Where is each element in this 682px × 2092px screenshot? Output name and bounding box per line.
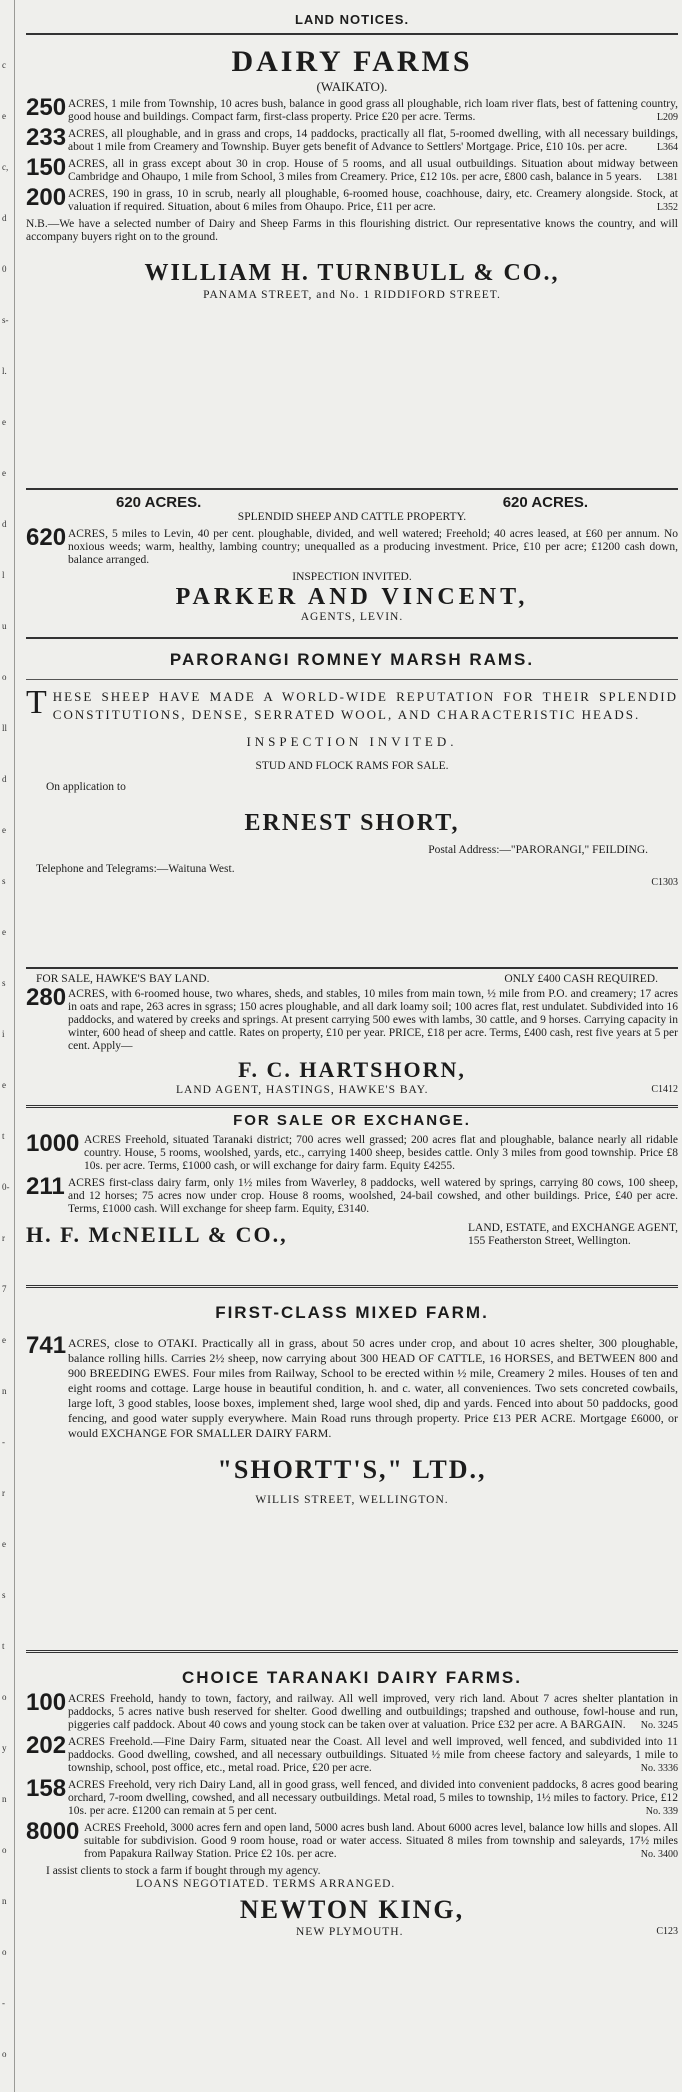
ad-heading-row [26, 972, 678, 986]
heading-left: 620 ACRES. [116, 494, 202, 511]
heading-left: FOR SALE, HAWKE'S BAY LAND. [36, 973, 210, 985]
dairy-farms-ad [26, 45, 678, 485]
margin-fragment: 7 [2, 1284, 7, 1294]
margin-fragment: o [2, 1692, 7, 1702]
listing-ref: L364 [656, 142, 678, 153]
agent-details [468, 1222, 678, 1248]
agent-row [26, 1083, 678, 1097]
acreage-number: 1000 [26, 1130, 80, 1157]
margin-fragment: s [2, 876, 6, 886]
ad-note: N.B.—We have a selected number of Dairy and Sheep Farms in this flourishing district. Our representative knows the country, and will accompany buyers right on to the ground. [26, 218, 678, 243]
inspection-line: INSPECTION INVITED. [292, 571, 412, 583]
agent-name: ERNEST SHORT, [244, 810, 460, 836]
agent-name: WILLIAM H. TURNBULL & CO., [144, 260, 560, 286]
drop-cap: T [26, 684, 49, 721]
margin-fragment: n [2, 1794, 7, 1804]
application-line: On application to [46, 781, 126, 793]
margin-fragment: 0- [2, 1182, 10, 1192]
margin-fragment: r [2, 1488, 5, 1498]
margin-fragment: c [2, 60, 6, 70]
agent-address: PANAMA STREET, and No. 1 RIDDIFORD STREET. [203, 289, 501, 301]
margin-fragment: t [2, 1641, 5, 1651]
margin-fragment: d [2, 519, 7, 529]
divider [26, 1105, 678, 1108]
listing-entry [26, 1775, 678, 1818]
acreage-number: 620 [26, 524, 67, 551]
margin-fragment: e [2, 111, 6, 121]
margin-fragment: ll [2, 723, 8, 733]
margin-fragment: - [2, 1998, 5, 2008]
listing-text: ACRES Freehold, situated Taranaki district; 700 acres well grassed; 200 acres flat and ploughable, balance nearly all ridable country. House, 5 rooms, woolshed, yards, etc., carrying 1400 sheep, besides cattle. Only 3 miles from good township. Price £8 10s. per acre. Terms, £1000 cash, or will exchange for dairy farm. Equity £4255. [84, 1134, 678, 1172]
margin-fragment: s- [2, 315, 9, 325]
listing-ref: L209 [656, 112, 678, 123]
listing-text: ACRES Freehold, handy to town, factory, and railway. All well improved, very rich land. About 7 acres shelter plantation in paddocks, 5 acres native bush reserved for shelter. Good dwelling and outbuildings; trapshed and outhouse, fowl-house and run, piggeries calf paddock. About 40 cows and young stock can be taken over at valuation. Price £32 per acre. A BARGAIN. [68, 1693, 678, 1731]
listing-entry [26, 1818, 678, 1861]
acreage-number: 250 [26, 94, 67, 121]
listing-ref: No. 3336 [640, 1763, 678, 1774]
acreage-number: 202 [26, 1732, 67, 1759]
listing-text: ACRES, all in grass except about 30 in crop. House of 5 rooms, and all usual outbuildings. Situation about midway between Cambridge and Ohaupo, 1 mile from School, 3 miles from Creamery. Price, £12 10s. per acre, £800 cash, balance in 5 years. [68, 158, 678, 183]
margin-fragment: y [2, 1743, 7, 1753]
hawkes-bay-ad [26, 972, 678, 1102]
margin-fragment: 0 [2, 264, 7, 274]
listing-ref: L352 [656, 202, 678, 213]
ad-title: FOR SALE OR EXCHANGE. [233, 1112, 471, 1129]
listing-ref: No. 3400 [640, 1849, 678, 1860]
margin-fragment: s [2, 1590, 6, 1600]
divider [26, 33, 678, 35]
listing-text: ACRES Freehold, 3000 acres fern and open land, 5000 acres bush land. About 6000 acres level, balance low hills and slopes. All suitable for subdivision. Good 9 room house, road or water access. Situated 8 miles from township and saleyards, 17½ miles from Papakura Railway Station. Price £2 10s. per acre. [84, 1822, 678, 1860]
listing-ref: No. 339 [645, 1806, 678, 1817]
margin-fragment: c, [2, 162, 9, 172]
margin-fragment: e [2, 1335, 6, 1345]
acreage-number: 158 [26, 1775, 67, 1802]
listing-ref: L381 [656, 172, 678, 183]
listing-entry [26, 184, 678, 214]
margin-fragment: n [2, 1896, 7, 1906]
margin-fragment: e [2, 1539, 6, 1549]
margin-fragment: o [2, 2049, 7, 2059]
acreage-number: 280 [26, 984, 67, 1011]
taranaki-dairy-ad [26, 1667, 678, 1957]
margin-fragment: d [2, 774, 7, 784]
ad-ref: C1303 [651, 877, 678, 888]
ad-ref: C1412 [651, 1084, 678, 1095]
margin-fragment: e [2, 927, 6, 937]
acreage-number: 233 [26, 124, 67, 151]
ad-subtitle: (WAIKATO). [316, 79, 388, 94]
ad-heading-row [26, 494, 678, 511]
listing-entry [26, 1130, 678, 1173]
listing-text: ACRES, 5 miles to Levin, 40 per cent. ploughable, divided, and well watered; Freehold; 40 acres leased, at £60 per annum. No noxious weeds; warm, healthy, lambing country; unequalled as a producing investment. Price, £10 per acre; £1200 cash down, balance arranged. [68, 528, 678, 566]
loans-line: LOANS NEGOTIATED. TERMS ARRANGED. [136, 1878, 396, 1890]
margin-fragment: n [2, 1386, 7, 1396]
listing-entry [26, 154, 678, 184]
ad-title: CHOICE TARANAKI DAIRY FARMS. [182, 1668, 522, 1687]
margin-fragment: e [2, 825, 6, 835]
margin-fragment: - [2, 1437, 5, 1447]
agent-address: WILLIS STREET, WELLINGTON. [255, 1494, 449, 1506]
agent-name: PARKER AND VINCENT, [175, 584, 529, 610]
agent-address: LAND AGENT, HASTINGS, HAWKE'S BAY. [176, 1084, 429, 1096]
agent-address: 155 Featherston Street, Wellington. [468, 1235, 631, 1247]
postal-address: Postal Address:—"PARORANGI," FEILDING. [428, 844, 648, 856]
acreage-number: 741 [26, 1332, 67, 1359]
listing-entry [26, 984, 678, 1053]
telephone-line: Telephone and Telegrams:—Waituna West. [36, 863, 235, 875]
listing-entry [26, 124, 678, 154]
listing-text: ACRES first-class dairy farm, only 1½ miles from Waverley, 8 paddocks, well watered by springs, carrying 80 cows, 100 sheep, and 12 horses; 75 acres now under crop. House 8 rooms, woolshed, 24-bail cowshed, and other buildings. Price, £40 per acre. Terms, £1000 cash. Will exchange for sheep farm. Equity, £3140. [68, 1177, 678, 1215]
listing-entry [26, 1332, 678, 1441]
agent-name: NEWTON KING, [239, 1895, 465, 1924]
margin-fragment: o [2, 1845, 7, 1855]
margin-fragment: o [2, 1947, 7, 1957]
ad-body [26, 684, 678, 724]
stud-line: STUD AND FLOCK RAMS FOR SALE. [255, 760, 449, 772]
divider [26, 679, 678, 680]
margin-fragment: r [2, 1233, 5, 1243]
ad-title: FIRST-CLASS MIXED FARM. [215, 1303, 489, 1322]
margin-fragment: s [2, 978, 6, 988]
agent-row [26, 1925, 678, 1939]
divider [26, 488, 678, 490]
ad-title: DAIRY FARMS [231, 45, 473, 78]
listing-entry [26, 524, 678, 567]
listing-text: ACRES, 190 in grass, 10 in scrub, nearly all ploughable, 6-roomed house, coachhouse, dairy, etc. Creamery alongside. Stock, at valuation if required. Situation, about 6 miles from Ohaupo. Price, £11 per acre. [68, 188, 678, 213]
agent-title: LAND, ESTATE, and EXCHANGE AGENT, [468, 1222, 678, 1234]
listing-text: ACRES Freehold.—Fine Dairy Farm, situated near the Coast. All level and well improved, well fenced, and subdivided into 11 paddocks. Good dwelling, cowshed, and all necessary outbuildings. Situated ½ mile from cheese factory and saleyards, 1 mile to township, school, post office, etc., metal road. Price, £20 per acre. [68, 1736, 678, 1774]
mixed-farm-ad [26, 1302, 678, 1647]
heading-right: ONLY £400 CASH REQUIRED. [504, 973, 658, 985]
sale-or-exchange-ad [26, 1112, 678, 1282]
acreage-number: 200 [26, 184, 67, 211]
listing-entry [26, 94, 678, 124]
divider [26, 1650, 678, 1653]
ad-subtitle: SPLENDID SHEEP AND CATTLE PROPERTY. [237, 511, 467, 523]
listing-text: ACRES, close to OTAKI. Practically all in grass, about 50 acres under crop, and about 10 acres shelter, 300 ploughable, balance rolling hills. Carries 2½ sheep, now carrying about 300 HEAD OF CATTLE, 16 HORSES, and BETWEEN 800 and 900 BREEDING EWES. Four miles from Railway, School to be erected within ½ mile, Creamery 2 miles. Houses of ten and eight rooms and cottage. Large house in beautiful condition, h. and c. water, all conveniences. Two sets concreted cowbails, large loft, 3 good stables, loose boxes, implement shed, large wool shed, dip and yards. Fenced into about 50 paddocks, good fencing, and good water supply everywhere. Main Road runs through property. Price £13 PER ACRE. Mortgage £6000, or would EXCHANGE FOR SMALLER DAIRY FARM. [68, 1336, 678, 1440]
acreage-number: 211 [26, 1173, 65, 1200]
agent-name: F. C. HARTSHORN, [238, 1057, 466, 1082]
listing-entry [26, 1732, 678, 1775]
divider [26, 1285, 678, 1288]
ad-title: PARORANGI ROMNEY MARSH RAMS. [169, 650, 535, 669]
body-text: HESE SHEEP HAVE MADE A WORLD-WIDE REPUTATION FOR THEIR SPLENDID CONSTITUTIONS, DENSE, SERRATED WOOL, AND CHARACTERISTIC HEADS. [52, 689, 678, 722]
agent-name: "SHORTT'S," LTD., [217, 1455, 487, 1484]
listing-text: ACRES, 1 mile from Township, 10 acres bush, balance in good grass all ploughable, rich loam river flats, best of fattening country, good house and buildings. Compact farm, first-class property. Price £20 per acre. Terms. [68, 98, 678, 123]
agent-address: NEW PLYMOUTH. [296, 1926, 404, 1938]
assist-line: I assist clients to stock a farm if bought through my agency. [46, 1865, 321, 1877]
acreage-number: 100 [26, 1689, 67, 1716]
listing-entry [26, 1173, 678, 1216]
margin-fragment: l. [2, 366, 7, 376]
margin-fragment: d [2, 213, 7, 223]
listing-ref: No. 3245 [640, 1720, 678, 1731]
listing-text: ACRES Freehold, very rich Dairy Land, all in good grass, well fenced, and divided into convenient paddocks, 8 acres good bearing orchard, 7-room dwelling, cowshed, and all necessary outbuildings. Metal road, 5 miles to township, 1½ miles to factory. Price, £12 10s. per acre. £1200 can remain at 5 per cent. [68, 1779, 678, 1817]
inspection-line: INSPECTION INVITED. [246, 734, 458, 749]
agent-row [26, 1220, 678, 1250]
margin-fragment: e [2, 417, 6, 427]
listing-text: ACRES, with 6-roomed house, two whares, sheds, and stables, 10 miles from main town, ½ mile from P.O. and creamery; 17 acres in oats and rape, 263 acres in sgrass; 150 acres ploughable, and all dark loamy soil; 100 acres flat, rest undulatet. Subdivided into 16 paddocks, and watered by creeks and springs. At present carrying 500 ewes with lambs, 30 cattle, and 9 horses. Carrying capacity in winter, 600 head of sheep and cattle. Rates on property, £10 per year. PRICE, £18 per acre. Terms, £400 cash, rest five years at 5 per cent. Apply— [68, 988, 678, 1052]
acreage-number: 150 [26, 154, 67, 181]
margin-fragment: t [2, 1131, 5, 1141]
levin-property-ad [26, 494, 678, 634]
margin-fragment: i [2, 1029, 5, 1039]
agent-name: H. F. McNEILL & CO., [26, 1222, 288, 1247]
ad-ref: C123 [656, 1926, 678, 1937]
listing-text: ACRES, all ploughable, and in grass and crops, 14 paddocks, practically all flat, 5-roomed dwelling, with all necessary buildings, about 1 mile from Creamery and Township. Buyer gets benefit of Advance to Settlers' Mortgage. Price, £10 10s. per acre. [68, 128, 678, 153]
agent-address: AGENTS, LEVIN. [300, 611, 404, 623]
acreage-number: 8000 [26, 1818, 80, 1845]
divider [26, 967, 678, 969]
romney-rams-ad [26, 649, 678, 964]
margin-fragment: e [2, 1080, 6, 1090]
divider [26, 637, 678, 639]
land-notices-column [26, 0, 678, 1957]
heading-right: 620 ACRES. [502, 494, 588, 511]
margin-fragment: u [2, 621, 7, 631]
section-header: LAND NOTICES. [294, 12, 410, 27]
margin-fragment: o [2, 672, 7, 682]
margin-fragment: e [2, 468, 6, 478]
listing-entry [26, 1689, 678, 1732]
margin-fragment: l [2, 570, 5, 580]
left-margin-column [0, 0, 15, 2092]
